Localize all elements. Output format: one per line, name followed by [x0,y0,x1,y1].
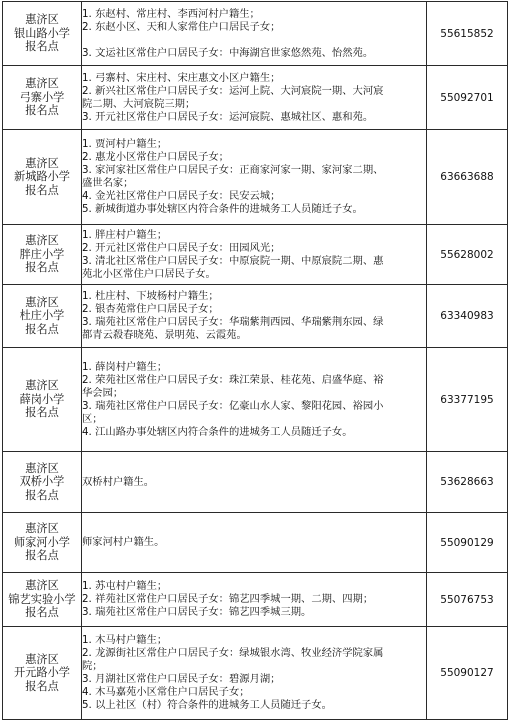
area-line: 1. 贾河村户籍生； [82,138,168,150]
school-cell [3,348,82,452]
area-cell [82,452,427,513]
area-line: 2. 龙源街社区常住户口居民子女：绿城银水湾、牧业经济学院家属 [82,647,384,659]
school-district: 惠济区 [25,13,59,27]
table-row [3,513,508,573]
area-line: 3. 清北社区常住户口居民子女：中原宸院一期、中原宸院二期、惠 [82,254,384,267]
area-line: 院二期、大河宸院三期； [82,97,196,110]
area-cell [82,225,427,285]
school-site: 报名点 [25,606,59,620]
school-name: 弓寨小学 [19,90,65,104]
area-line: 3. 瑞苑社区常住户口居民子女：锦艺四季城三期。 [82,606,312,618]
area-cell [82,2,427,66]
area-line: 1. 薛岗村户籍生； [82,360,168,373]
area-line: 2. 银杏苑常住户口居民子女； [82,303,219,315]
phone-cell: 55090127 [427,627,508,720]
school-district: 惠济区 [25,295,59,309]
area-cell [82,627,427,720]
area-line: 3. 家河家社区常住户口居民子女：正商家河家一期、家河家二期、 [82,164,384,176]
school-district: 惠济区 [25,77,59,91]
area-line: 4. 金光社区常住户口居民子女：民安云城； [82,190,281,202]
school-district: 惠济区 [25,652,59,666]
area-line: 3. 瑞苑社区常住户口居民子女：亿豪山水人家、黎阳花园、裕园小 [82,399,384,412]
phone-cell: 63340983 [427,285,508,348]
school-site: 报名点 [25,104,59,118]
area-line: 5. 新城街道办事处辖区内符合条件的进城务工人员随迁子女。 [82,203,363,215]
area-cell [82,130,427,225]
school-district: 惠济区 [25,579,59,593]
phone-cell: 63663688 [427,130,508,225]
table-row [3,348,508,452]
school-district: 惠济区 [25,156,59,170]
table-row [3,573,508,627]
area-cell [82,285,427,348]
school-cell [3,66,82,130]
phone-cell: 55076753 [427,573,508,627]
table-row [3,225,508,285]
school-site: 报名点 [25,549,59,563]
area-line: 3. 瑞苑社区常住户口居民子女：华瑞紫荆西园、华瑞紫荆东园、绿 [82,316,384,328]
school-cell [3,627,82,720]
area-cell [82,573,427,627]
area-line: 5. 以上社区（村）符合条件的进城务工人员随迁子女。 [82,699,332,711]
school-name: 锦艺实验小学 [8,592,76,606]
area-line: 1. 苏屯村户籍生； [82,580,168,592]
area-line: 双桥村户籍生。 [82,475,155,488]
area-line: 3. 文运社区常住户口居民子女：中海湖宫世家悠然苑、怡然苑。 [82,46,374,59]
area-line: 苑北小区常住户口居民子女。 [82,267,216,280]
area-line: 2. 东赵小区、天和人家常住户口居民子女； [82,20,281,33]
school-name: 双桥小学 [19,475,65,489]
school-name: 银山路小学 [14,26,70,40]
area-line [82,34,426,47]
area-line: 2. 惠龙小区常住户口居民子女； [82,151,229,163]
area-line: 4. 江山路办事处辖区内符合条件的进城务工人员随迁子女。 [82,425,353,438]
area-line: 3. 开元社区常住户口居民子女：运河宸院、惠城社区、惠和苑。 [82,110,374,123]
school-cell [3,452,82,513]
school-site: 报名点 [25,261,59,275]
phone-cell: 55628002 [427,225,508,285]
phone-cell: 55090129 [427,513,508,573]
area-line: 1. 杜庄村、下坡杨村户籍生； [82,290,219,302]
school-district: 惠济区 [25,522,59,536]
area-line: 1. 木马村户籍生； [82,634,168,646]
school-cell [3,285,82,348]
area-line: 4. 木马嘉苑小区常住户口居民子女； [82,686,250,698]
table-row [3,66,508,130]
area-line: 师家河村户籍生。 [82,536,165,548]
school-district: 惠济区 [25,461,59,475]
enrollment-area-table [2,1,508,720]
area-cell [82,66,427,130]
school-cell [3,130,82,225]
school-name: 开元路小学 [14,666,70,680]
area-cell [82,513,427,573]
phone-cell: 55092701 [427,66,508,130]
area-line: 盛世名家； [82,177,134,189]
area-line: 2. 荣苑社区常住户口居民子女：珠江荣景、桂花苑、启盛华庭、裕 [82,373,384,386]
area-line: 区； [82,412,103,425]
school-site: 报名点 [25,679,59,693]
school-district: 惠济区 [25,234,59,248]
area-line: 华会园； [82,386,124,399]
phone-cell: 63377195 [427,348,508,452]
school-site: 报名点 [25,406,59,420]
area-line: 1. 东赵村、常庄村、李西河村户籍生； [82,7,260,20]
area-line: 2. 新兴社区常住户口居民子女：运河上院、大河宸院一期、大河宸 [82,84,384,97]
area-line: 2. 开元社区常住户口居民子女：田园风光； [82,241,281,254]
table-row [3,285,508,348]
school-cell [3,573,82,627]
school-name: 师家河小学 [14,535,70,549]
table-row [3,627,508,720]
school-cell [3,225,82,285]
school-site: 报名点 [25,183,59,197]
school-name: 胖庄小学 [19,247,65,261]
school-name: 新城路小学 [14,170,70,184]
school-site: 报名点 [25,488,59,502]
table-row [3,452,508,513]
area-line: 都青云殺春晓苑、景明苑、云霞苑。 [82,329,247,341]
school-cell [3,2,82,66]
table-row [3,2,508,66]
phone-cell: 53628663 [427,452,508,513]
school-cell [3,513,82,573]
area-line: 院； [82,660,103,672]
area-line: 1. 胖庄村户籍生； [82,228,168,241]
area-line: 2. 祥苑社区常住户口居民子女：锦艺四季城一期、二期、四期； [82,593,374,605]
school-site: 报名点 [25,322,59,336]
table-row [3,130,508,225]
school-site: 报名点 [25,40,59,54]
area-line: 1. 弓寨村、宋庄村、宋庄惠文小区户籍生； [82,71,281,84]
area-cell [82,348,427,452]
school-name: 杜庄小学 [19,309,65,323]
phone-cell: 55615852 [427,2,508,66]
area-line: 3. 月湖社区常住户口居民子女：碧源月湖； [82,673,281,685]
school-district: 惠济区 [25,379,59,393]
school-name: 薛岗小学 [19,392,65,406]
